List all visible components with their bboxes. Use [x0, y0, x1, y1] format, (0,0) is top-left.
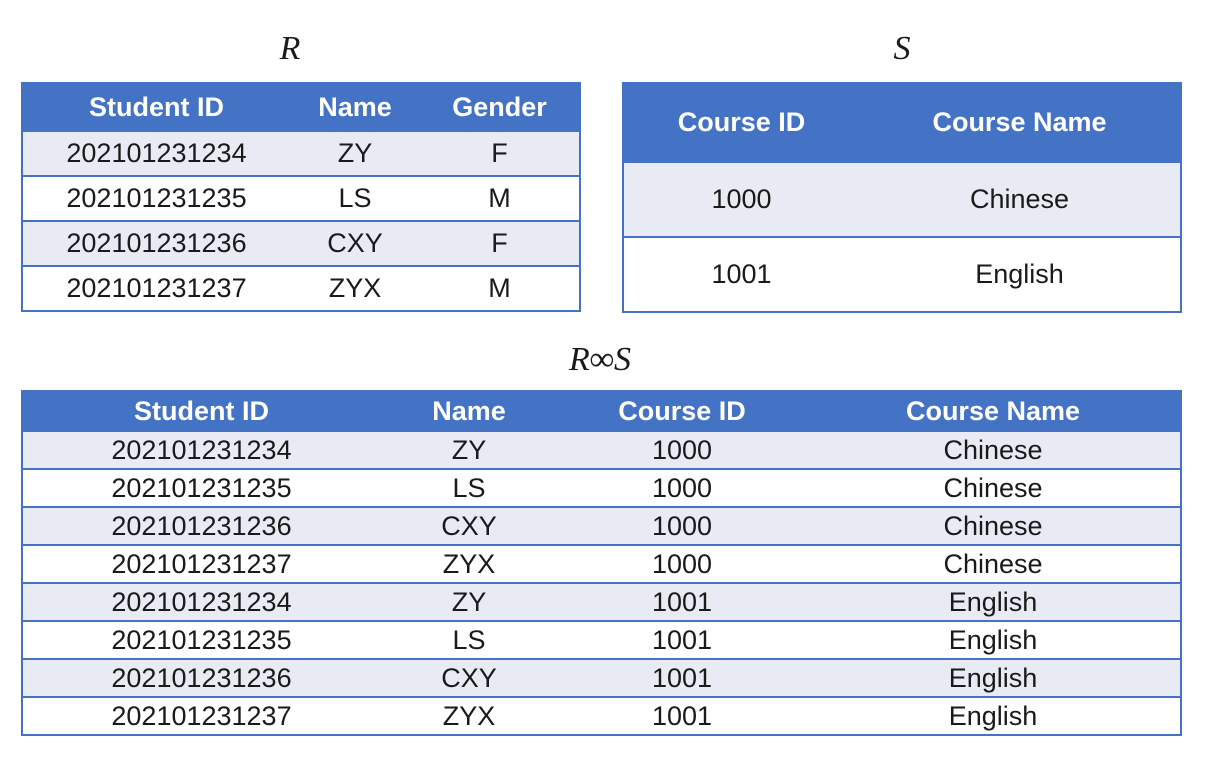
cell-course-id: 1001 [558, 621, 806, 659]
table-row [22, 469, 1181, 507]
cell-student-id: 202101231236 [22, 221, 290, 266]
cell-name: ZYX [290, 266, 420, 311]
cell-course-id: 1001 [558, 583, 806, 621]
cell-gender: M [420, 176, 580, 221]
cell-course-id: 1001 [558, 697, 806, 735]
table-row [623, 162, 1181, 237]
cell-course-id: 1000 [558, 431, 806, 469]
cell-course-name: English [806, 697, 1181, 735]
header-row [22, 83, 580, 131]
cell-name: LS [290, 176, 420, 221]
table-row [22, 431, 1181, 469]
column-header-name: Name [380, 391, 558, 431]
table-row [22, 176, 580, 221]
cell-name: LS [380, 621, 558, 659]
cell-name: ZY [290, 131, 420, 176]
table-row [22, 266, 580, 311]
column-header-course-name: Course Name [806, 391, 1181, 431]
cell-course-name: English [806, 659, 1181, 697]
table-row [22, 583, 1181, 621]
header-row [22, 391, 1181, 431]
column-header-course-name: Course Name [859, 83, 1181, 162]
cell-name: ZYX [380, 697, 558, 735]
cell-course-name: Chinese [859, 162, 1181, 237]
cell-course-id: 1000 [623, 162, 859, 237]
cell-gender: F [420, 131, 580, 176]
table-row [22, 659, 1181, 697]
table-row [623, 237, 1181, 312]
cell-course-id: 1001 [623, 237, 859, 312]
cell-name: CXY [380, 659, 558, 697]
column-header-name: Name [290, 83, 420, 131]
table-row [22, 221, 580, 266]
cell-student-id: 202101231237 [22, 266, 290, 311]
cell-name: ZY [380, 431, 558, 469]
column-header-course-id: Course ID [623, 83, 859, 162]
cell-name: ZY [380, 583, 558, 621]
cell-course-name: Chinese [806, 507, 1181, 545]
column-header-gender: Gender [420, 83, 580, 131]
cell-course-id: 1000 [558, 469, 806, 507]
column-header-student-id: Student ID [22, 83, 290, 131]
table-row [22, 545, 1181, 583]
cell-student-id: 202101231234 [22, 583, 380, 621]
table-row [22, 621, 1181, 659]
relation-s-table [622, 82, 1182, 313]
cell-student-id: 202101231235 [22, 469, 380, 507]
cell-course-name: Chinese [806, 431, 1181, 469]
relation-r-title: R [279, 30, 301, 67]
cell-student-id: 202101231237 [22, 545, 380, 583]
cell-student-id: 202101231235 [22, 621, 380, 659]
relation-join-title: R∞S [568, 341, 631, 378]
cell-course-name: Chinese [806, 469, 1181, 507]
cell-student-id: 202101231234 [22, 131, 290, 176]
cell-name: LS [380, 469, 558, 507]
cell-course-id: 1000 [558, 545, 806, 583]
cell-course-id: 1001 [558, 659, 806, 697]
cell-name: CXY [290, 221, 420, 266]
cell-name: ZYX [380, 545, 558, 583]
relation-s-title: S [893, 30, 911, 67]
column-header-student-id: Student ID [22, 391, 380, 431]
relation-r-table [21, 82, 581, 312]
cell-student-id: 202101231234 [22, 431, 380, 469]
cell-student-id: 202101231235 [22, 176, 290, 221]
cell-course-name: Chinese [806, 545, 1181, 583]
header-row [623, 83, 1181, 162]
cell-name: CXY [380, 507, 558, 545]
cell-course-name: English [806, 621, 1181, 659]
table-row [22, 697, 1181, 735]
table-row [22, 131, 580, 176]
cell-student-id: 202101231237 [22, 697, 380, 735]
relation-join-table [21, 390, 1182, 736]
cell-gender: F [420, 221, 580, 266]
column-header-course-id: Course ID [558, 391, 806, 431]
cell-course-id: 1000 [558, 507, 806, 545]
cell-course-name: English [859, 237, 1181, 312]
table-row [22, 507, 1181, 545]
cell-course-name: English [806, 583, 1181, 621]
cell-student-id: 202101231236 [22, 659, 380, 697]
cell-student-id: 202101231236 [22, 507, 380, 545]
cell-gender: M [420, 266, 580, 311]
